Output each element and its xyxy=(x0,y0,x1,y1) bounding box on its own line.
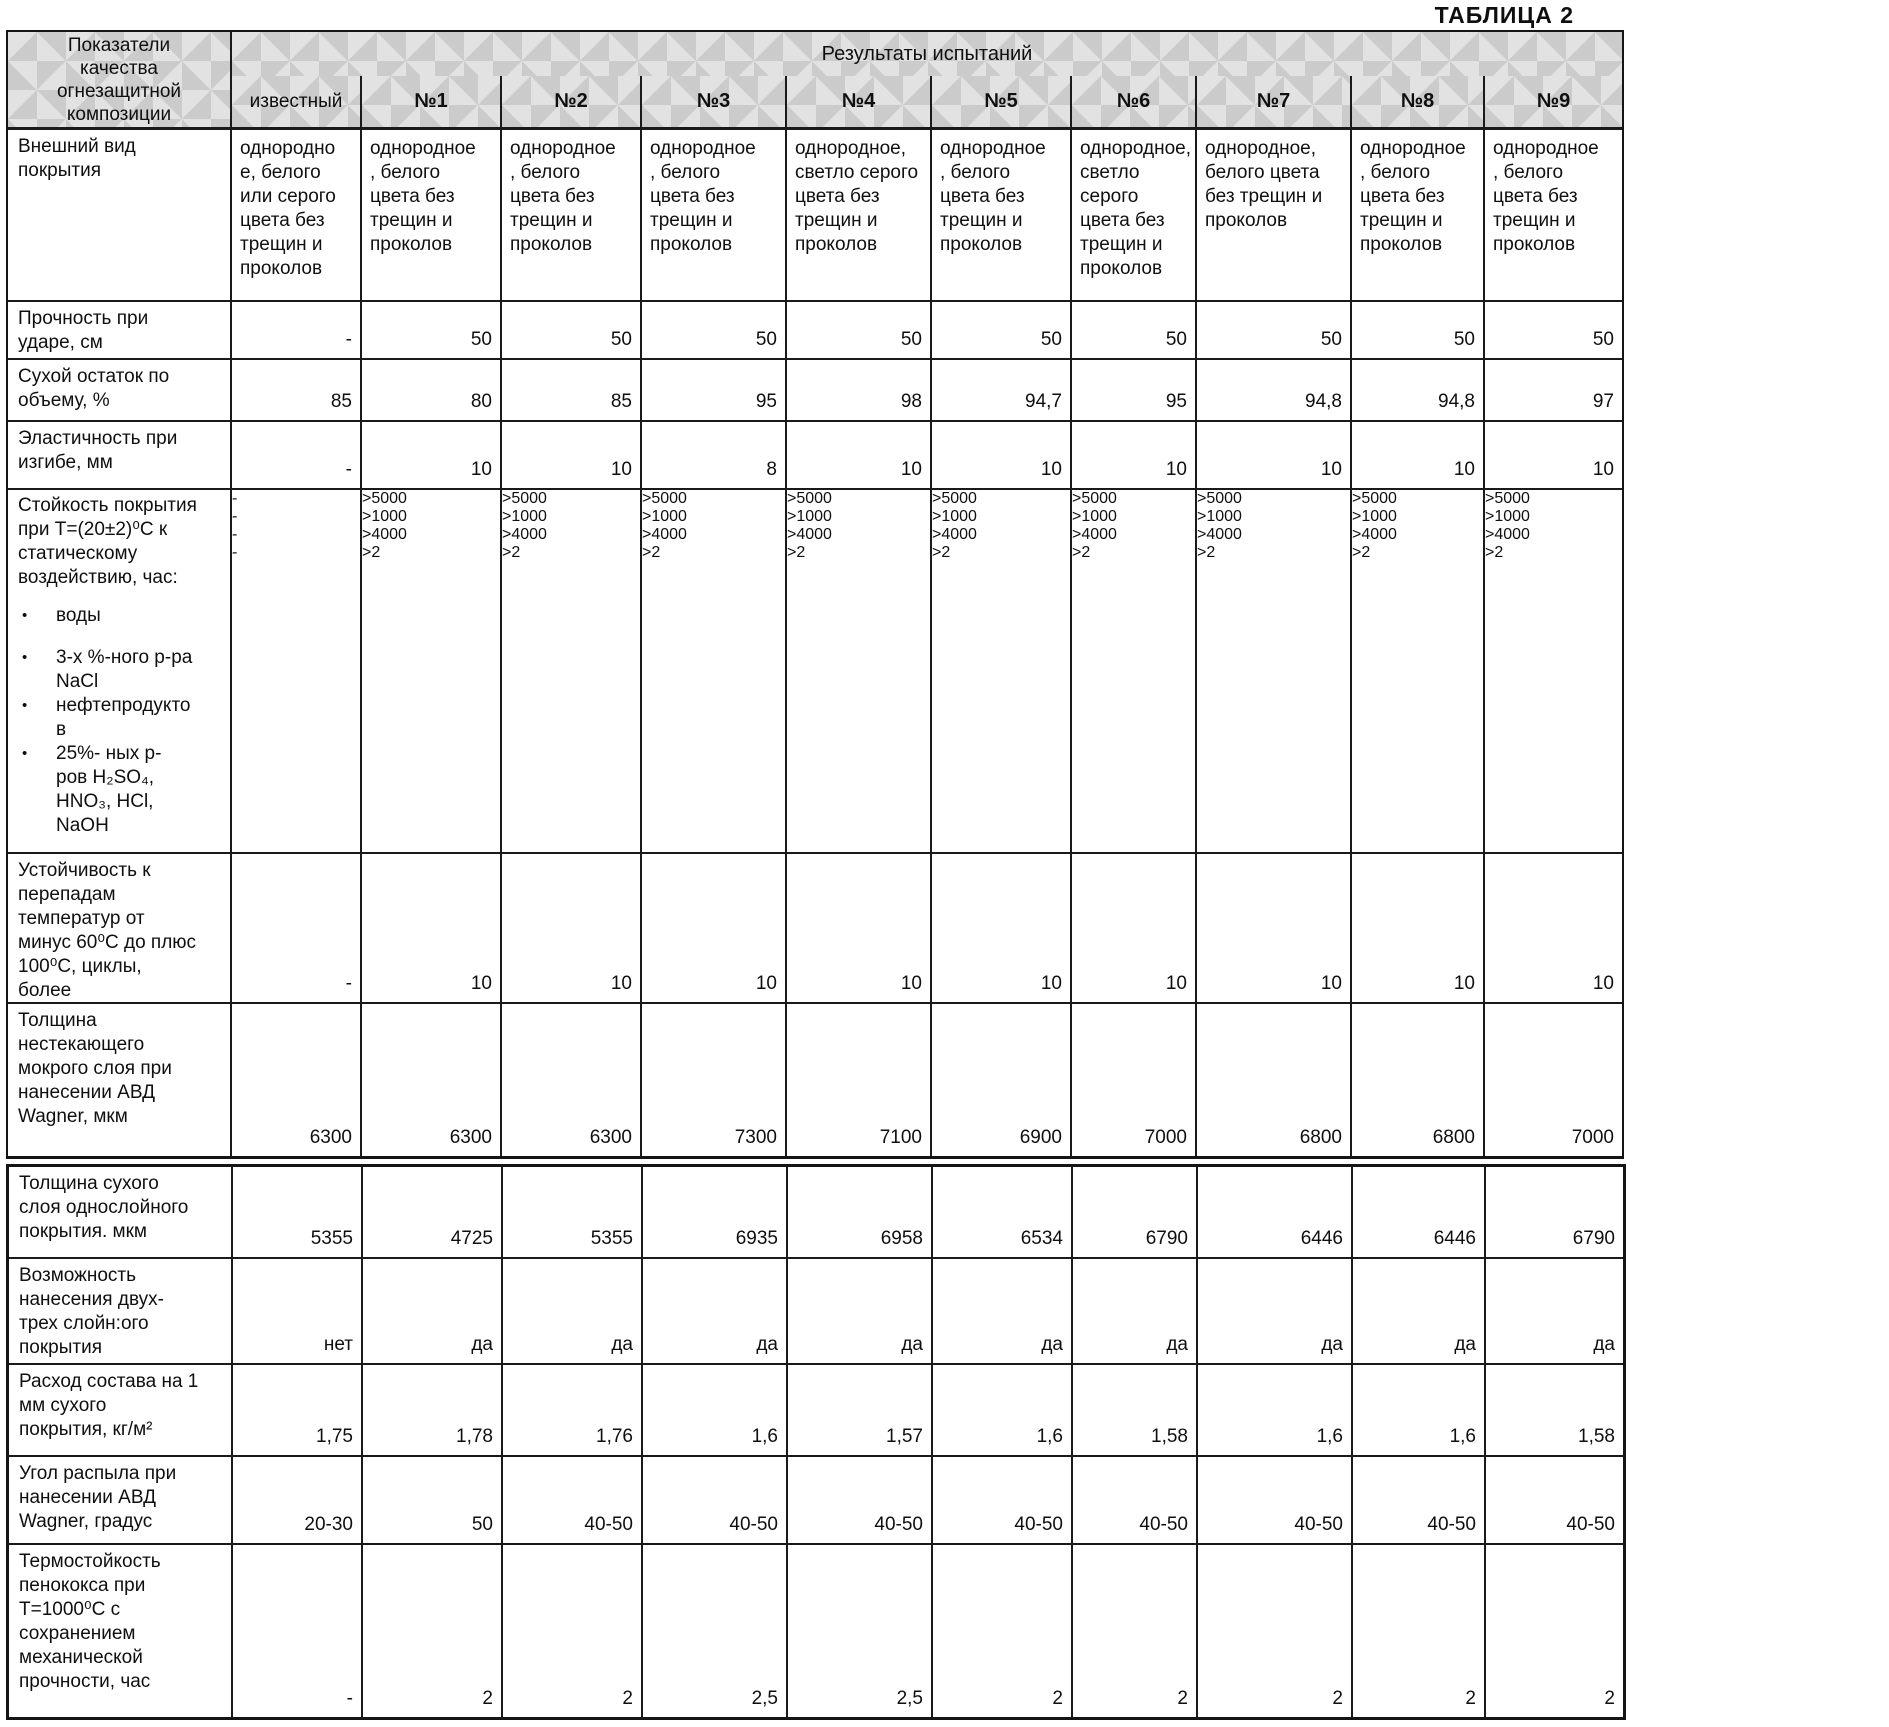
value-line: >4000 xyxy=(1352,526,1397,543)
bullet-text: нефтепродукто в xyxy=(56,695,191,740)
cell-multilayer-possibility-0: нет xyxy=(233,1259,363,1365)
value-line: >2 xyxy=(1197,544,1216,561)
value-line: - xyxy=(232,544,238,561)
value-line: >2 xyxy=(787,544,806,561)
cell-consumption-0: 1,75 xyxy=(233,1365,363,1457)
cell-dry-layer-thickness-5: 6534 xyxy=(933,1167,1073,1259)
value-line: >2 xyxy=(1485,544,1504,561)
value-line: >2 xyxy=(1072,544,1091,561)
cell-temp-cycles-9: 10 xyxy=(1485,854,1622,1004)
value-line: >2 xyxy=(932,544,951,561)
cell-impact-strength-4: 50 xyxy=(787,302,932,360)
cell-impact-strength-2: 50 xyxy=(502,302,642,360)
value-line: >5000 xyxy=(1072,490,1117,507)
value-line: >5000 xyxy=(642,490,687,507)
bullet-item xyxy=(18,694,228,742)
row-label-consumption: Расход состава на 1 мм сухого покрытия, кг/м² xyxy=(9,1365,233,1457)
cell-temp-cycles-5: 10 xyxy=(932,854,1072,1004)
cell-static-resistance-8 xyxy=(1352,490,1485,854)
cell-dry-layer-thickness-2: 5355 xyxy=(503,1167,643,1259)
cell-dry-residue-2: 85 xyxy=(502,360,642,422)
cell-temp-cycles-4: 10 xyxy=(787,854,932,1004)
cell-multilayer-possibility-3: да xyxy=(643,1259,788,1365)
value-line: >5000 xyxy=(1352,490,1397,507)
results-table-block-1 xyxy=(6,30,1624,1159)
cell-static-resistance-0 xyxy=(232,490,362,854)
cell-multilayer-possibility-9: да xyxy=(1486,1259,1623,1365)
cell-spray-angle-1: 50 xyxy=(363,1457,503,1545)
cell-thermal-resistance-3: 2,5 xyxy=(643,1545,788,1717)
column-header-9: №9 xyxy=(1485,76,1622,130)
column-header-5: №5 xyxy=(932,76,1072,130)
cell-dry-residue-5: 94,7 xyxy=(932,360,1072,422)
cell-appearance-0: однородно е, белого или серого цвета без трещин и проколов xyxy=(232,130,362,302)
value-line: >1000 xyxy=(362,508,407,525)
bullet-dot-icon: • xyxy=(22,607,28,624)
cell-dry-residue-0: 85 xyxy=(232,360,362,422)
cell-multilayer-possibility-5: да xyxy=(933,1259,1073,1365)
value-line: - xyxy=(232,508,238,525)
row-label-dry-residue: Сухой остаток по объему, % xyxy=(8,360,232,422)
cell-static-resistance-5 xyxy=(932,490,1072,854)
value-line: >1000 xyxy=(1485,508,1530,525)
bullet-item xyxy=(18,646,228,694)
row-label-spray-angle: Угол распыла при нанесении АВД Wagner, градус xyxy=(9,1457,233,1545)
cell-temp-cycles-6: 10 xyxy=(1072,854,1197,1004)
cell-impact-strength-8: 50 xyxy=(1352,302,1485,360)
cell-dry-residue-1: 80 xyxy=(362,360,502,422)
cell-elasticity-8: 10 xyxy=(1352,422,1485,490)
bullet-dot-icon: • xyxy=(22,697,28,714)
results-table-block-2 xyxy=(6,1164,1626,1720)
column-header-4: №4 xyxy=(787,76,932,130)
value-line: >5000 xyxy=(932,490,977,507)
value-line: - xyxy=(232,490,238,507)
cell-static-resistance-6 xyxy=(1072,490,1197,854)
cell-multilayer-possibility-2: да xyxy=(503,1259,643,1365)
value-line: >2 xyxy=(362,544,381,561)
value-line: >4000 xyxy=(642,526,687,543)
cell-multilayer-possibility-8: да xyxy=(1353,1259,1486,1365)
cell-multilayer-possibility-7: да xyxy=(1198,1259,1353,1365)
cell-thermal-resistance-0: - xyxy=(233,1545,363,1717)
cell-thermal-resistance-8: 2 xyxy=(1353,1545,1486,1717)
cell-consumption-6: 1,58 xyxy=(1073,1365,1198,1457)
cell-multilayer-possibility-1: да xyxy=(363,1259,503,1365)
cell-dry-layer-thickness-1: 4725 xyxy=(363,1167,503,1259)
cell-elasticity-6: 10 xyxy=(1072,422,1197,490)
value-line: >5000 xyxy=(787,490,832,507)
cell-spray-angle-5: 40-50 xyxy=(933,1457,1073,1545)
value-line: >1000 xyxy=(642,508,687,525)
value-line: - xyxy=(232,526,238,543)
cell-temp-cycles-7: 10 xyxy=(1197,854,1352,1004)
cell-spray-angle-2: 40-50 xyxy=(503,1457,643,1545)
bullet-text: 3-х %-ного р-ра NaCl xyxy=(56,647,193,692)
cell-dry-layer-thickness-4: 6958 xyxy=(788,1167,933,1259)
cell-spray-angle-9: 40-50 xyxy=(1486,1457,1623,1545)
cell-consumption-2: 1,76 xyxy=(503,1365,643,1457)
row-label-wet-layer-thickness: Толщина нестекающего мокрого слоя при нанесении АВД Wagner, мкм xyxy=(8,1004,232,1156)
cell-appearance-8: однородное , белого цвета без трещин и проколов xyxy=(1352,130,1485,302)
cell-dry-residue-3: 95 xyxy=(642,360,787,422)
cell-thermal-resistance-7: 2 xyxy=(1198,1545,1353,1717)
cell-thermal-resistance-9: 2 xyxy=(1604,1688,1615,1709)
cell-elasticity-7: 10 xyxy=(1197,422,1352,490)
bullet-item xyxy=(18,742,228,838)
row-label-intro: Стойкость покрытия при Т=(20±2)⁰С к статическому воздействию, час: xyxy=(18,495,197,588)
cell-consumption-7: 1,6 xyxy=(1198,1365,1353,1457)
cell-appearance-4: однородное, светло серого цвета без трещин и проколов xyxy=(787,130,932,302)
cell-spray-angle-8: 40-50 xyxy=(1353,1457,1486,1545)
value-line: >1000 xyxy=(1352,508,1397,525)
value-line: >1000 xyxy=(1197,508,1242,525)
column-header-1: №1 xyxy=(362,76,502,130)
column-header-6: №6 xyxy=(1072,76,1197,130)
cell-consumption-9: 1,58 xyxy=(1486,1365,1623,1457)
cell-temp-cycles-1: 10 xyxy=(362,854,502,1004)
cell-wet-layer-thickness-3: 7300 xyxy=(642,1004,787,1156)
cell-appearance-7: однородное, белого цвета без трещин и проколов xyxy=(1197,130,1352,302)
cell-dry-residue-9: 97 xyxy=(1485,360,1622,422)
value-line: >5000 xyxy=(1485,490,1530,507)
column-header-7: №7 xyxy=(1197,76,1352,130)
cell-wet-layer-thickness-9: 7000 xyxy=(1571,1127,1614,1148)
column-header-8: №8 xyxy=(1352,76,1485,130)
cell-dry-layer-thickness-8: 6446 xyxy=(1353,1167,1486,1259)
cell-elasticity-1: 10 xyxy=(362,422,502,490)
cell-elasticity-0: - xyxy=(232,422,362,490)
value-line: >4000 xyxy=(1485,526,1530,543)
cell-thermal-resistance-4: 2,5 xyxy=(788,1545,933,1717)
cell-thermal-resistance-2: 2 xyxy=(503,1545,643,1717)
cell-dry-residue-7: 94,8 xyxy=(1197,360,1352,422)
row-label-impact-strength: Прочность при ударе, см xyxy=(8,302,232,360)
cell-dry-residue-4: 98 xyxy=(787,360,932,422)
cell-appearance-2: однородное , белого цвета без трещин и проколов xyxy=(502,130,642,302)
cell-temp-cycles-0: - xyxy=(232,854,362,1004)
cell-spray-angle-3: 40-50 xyxy=(643,1457,788,1545)
value-line: >4000 xyxy=(502,526,547,543)
cell-appearance-9: однородное , белого цвета без трещин и проколов xyxy=(1485,130,1622,302)
cell-static-resistance-7 xyxy=(1197,490,1352,854)
bullet-dot-icon: • xyxy=(22,649,28,666)
cell-wet-layer-thickness-2: 6300 xyxy=(502,1004,642,1156)
group-header: Результаты испытаний xyxy=(232,32,1622,76)
cell-static-resistance-3 xyxy=(642,490,787,854)
cell-dry-layer-thickness-9: 6790 xyxy=(1486,1167,1623,1259)
cell-appearance-6: однородное, светло серого цвета без трещин и проколов xyxy=(1072,130,1197,302)
cell-consumption-4: 1,57 xyxy=(788,1365,933,1457)
value-line: >5000 xyxy=(502,490,547,507)
bullet-text: воды xyxy=(56,605,101,626)
value-line: >4000 xyxy=(1197,526,1242,543)
cell-temp-cycles-3: 10 xyxy=(642,854,787,1004)
cell-appearance-1: однородное , белого цвета без трещин и проколов xyxy=(362,130,502,302)
value-line: >2 xyxy=(502,544,521,561)
column-header-2: №2 xyxy=(502,76,642,130)
value-line: >1000 xyxy=(787,508,832,525)
row-label-elasticity: Эластичность при изгибе, мм xyxy=(8,422,232,490)
cell-impact-strength-5: 50 xyxy=(932,302,1072,360)
cell-static-resistance-4 xyxy=(787,490,932,854)
value-line: >4000 xyxy=(787,526,832,543)
cell-elasticity-4: 10 xyxy=(787,422,932,490)
cell-static-resistance-2 xyxy=(502,490,642,854)
cell-appearance-5: однородное , белого цвета без трещин и проколов xyxy=(932,130,1072,302)
cell-wet-layer-thickness-0: 6300 xyxy=(232,1004,362,1156)
row-label-temp-cycles: Устойчивость к перепадам температур от минус 60⁰С до плюс 100⁰С, циклы, более xyxy=(8,854,232,1004)
row-label-static-resistance xyxy=(8,490,232,854)
row-label-multilayer-possibility: Возможность нанесения двух- трех слойн:ого покрытия xyxy=(9,1259,233,1365)
cell-appearance-3: однородное , белого цвета без трещин и проколов xyxy=(642,130,787,302)
cell-multilayer-possibility-6: да xyxy=(1073,1259,1198,1365)
cell-dry-layer-thickness-3: 6935 xyxy=(643,1167,788,1259)
cell-consumption-1: 1,78 xyxy=(363,1365,503,1457)
cell-spray-angle-4: 40-50 xyxy=(788,1457,933,1545)
cell-wet-layer-thickness-6: 7000 xyxy=(1072,1004,1197,1156)
value-line: >2 xyxy=(642,544,661,561)
cell-impact-strength-6: 50 xyxy=(1072,302,1197,360)
value-line: >4000 xyxy=(932,526,977,543)
cell-impact-strength-0: - xyxy=(232,302,362,360)
cell-consumption-5: 1,6 xyxy=(933,1365,1073,1457)
corner-header: Показатели качества огнезащитной композиции xyxy=(8,32,232,130)
cell-wet-layer-thickness-8: 6800 xyxy=(1352,1004,1485,1156)
value-line: >1000 xyxy=(1072,508,1117,525)
row-label-appearance: Внешний вид покрытия xyxy=(8,130,232,302)
cell-dry-residue-6: 95 xyxy=(1072,360,1197,422)
table-title: ТАБЛИЦА 2 xyxy=(1434,2,1574,28)
cell-elasticity-2: 10 xyxy=(502,422,642,490)
bullet-dot-icon: • xyxy=(22,745,28,762)
cell-wet-layer-thickness-5: 6900 xyxy=(932,1004,1072,1156)
cell-temp-cycles-2: 10 xyxy=(502,854,642,1004)
column-header-known: известный xyxy=(232,76,362,130)
value-line: >2 xyxy=(1352,544,1371,561)
cell-elasticity-5: 10 xyxy=(932,422,1072,490)
cell-spray-angle-0: 20-30 xyxy=(233,1457,363,1545)
cell-impact-strength-3: 50 xyxy=(642,302,787,360)
cell-wet-layer-thickness-4: 7100 xyxy=(787,1004,932,1156)
cell-dry-residue-8: 94,8 xyxy=(1352,360,1485,422)
cell-thermal-resistance-6: 2 xyxy=(1073,1545,1198,1717)
cell-wet-layer-thickness-7: 6800 xyxy=(1197,1004,1352,1156)
cell-static-resistance-9 xyxy=(1485,490,1622,854)
cell-thermal-resistance-1: 2 xyxy=(363,1545,503,1717)
cell-elasticity-9: 10 xyxy=(1485,422,1622,490)
value-line: >4000 xyxy=(362,526,407,543)
value-line: >5000 xyxy=(362,490,407,507)
value-line: >5000 xyxy=(1197,490,1242,507)
cell-temp-cycles-8: 10 xyxy=(1352,854,1485,1004)
cell-dry-layer-thickness-0: 5355 xyxy=(233,1167,363,1259)
cell-static-resistance-1 xyxy=(362,490,502,854)
cell-impact-strength-7: 50 xyxy=(1197,302,1352,360)
column-header-3: №3 xyxy=(642,76,787,130)
bullet-text: 25%- ных р- ров H₂SO₄, HNO₃, HCl, NaOH xyxy=(56,743,162,836)
cell-consumption-8: 1,6 xyxy=(1353,1365,1486,1457)
cell-thermal-resistance-5: 2 xyxy=(933,1545,1073,1717)
cell-elasticity-3: 8 xyxy=(642,422,787,490)
cell-impact-strength-9: 50 xyxy=(1485,302,1622,360)
cell-consumption-3: 1,6 xyxy=(643,1365,788,1457)
bullet-item xyxy=(18,604,228,628)
row-label-dry-layer-thickness: Толщина сухого слоя однослойного покрытия. мкм xyxy=(9,1167,233,1259)
row-label-thermal-resistance: Термостойкость пенококса при Т=1000⁰С с сохранением механической прочности, час xyxy=(9,1545,233,1717)
value-line: >1000 xyxy=(502,508,547,525)
value-line: >4000 xyxy=(1072,526,1117,543)
cell-dry-layer-thickness-6: 6790 xyxy=(1073,1167,1198,1259)
cell-spray-angle-6: 40-50 xyxy=(1073,1457,1198,1545)
cell-spray-angle-7: 40-50 xyxy=(1198,1457,1353,1545)
value-line: >1000 xyxy=(932,508,977,525)
cell-multilayer-possibility-4: да xyxy=(788,1259,933,1365)
cell-dry-layer-thickness-7: 6446 xyxy=(1198,1167,1353,1259)
cell-impact-strength-1: 50 xyxy=(362,302,502,360)
cell-wet-layer-thickness-1: 6300 xyxy=(362,1004,502,1156)
